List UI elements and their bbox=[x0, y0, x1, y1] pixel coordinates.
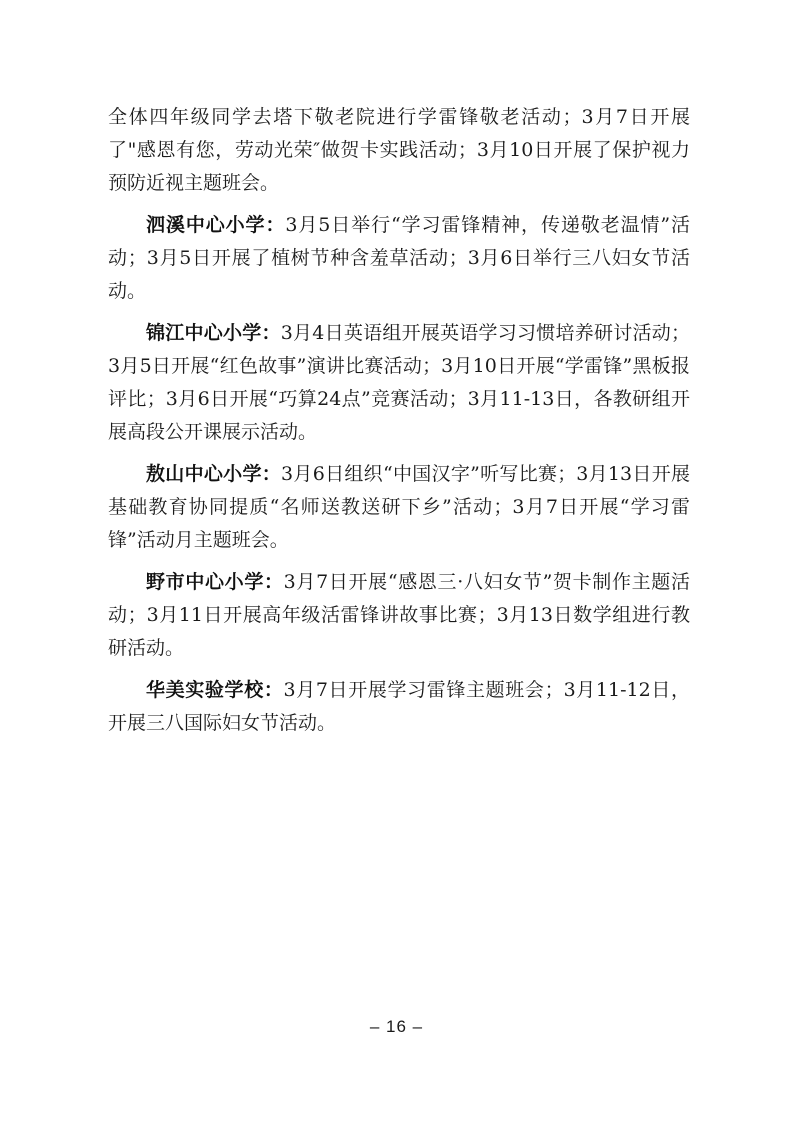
paragraph-text: 全体四年级同学去塔下敬老院进行学雷锋敬老活动；3月7日开展了"感恩有您，劳动光荣″做贺卡实践活动；3月10日开展了保护视力预防近视主题班会。 bbox=[108, 106, 690, 194]
school-name: 泗溪中心小学： bbox=[146, 214, 286, 236]
document-body bbox=[108, 101, 690, 749]
school-name: 野市中心小学： bbox=[146, 571, 284, 593]
school-name: 敖山中心小学： bbox=[146, 463, 282, 485]
paragraph-sixi-school bbox=[108, 209, 690, 308]
page-number: – 16 – bbox=[369, 1017, 424, 1036]
paragraph-huamei-school bbox=[108, 674, 690, 740]
paragraph-text: 3月7日开展学习雷锋主题班会；3月11-12日，开展三八国际妇女节活动。 bbox=[108, 679, 690, 734]
paragraph-text: 3月6日组织“中国汉字”听写比赛；3月13日开展基础教育协同提质“名师送教送研下乡”活动；3月7日开展“学习雷锋”活动月主题班会。 bbox=[108, 463, 690, 551]
paragraph-text: 3月4日英语组开展英语学习习惯培养研讨活动；3月5日开展“红色故事”演讲比赛活动；3月10日开展“学雷锋”黑板报评比；3月6日开展“巧算24点”竞赛活动；3月11-13日，各教研组开展高段公开课展示活动。 bbox=[108, 322, 690, 443]
school-name: 华美实验学校： bbox=[146, 679, 284, 701]
paragraph-continuation bbox=[108, 101, 690, 200]
paragraph-aoshan-school bbox=[108, 458, 690, 557]
school-name: 锦江中心小学： bbox=[146, 322, 281, 344]
paragraph-text: 3月5日举行“学习雷锋精神，传递敬老温情”活动；3月5日开展了植树节种含羞草活动；3月6日举行三八妇女节活动。 bbox=[108, 214, 690, 302]
paragraph-text: 3月7日开展“感恩三·八妇女节”贺卡制作主题活动；3月11日开展高年级活雷锋讲故事比赛；3月13日数学组进行教研活动。 bbox=[108, 571, 690, 659]
paragraph-jinjiang-school bbox=[108, 317, 690, 449]
paragraph-yeshi-school bbox=[108, 566, 690, 665]
